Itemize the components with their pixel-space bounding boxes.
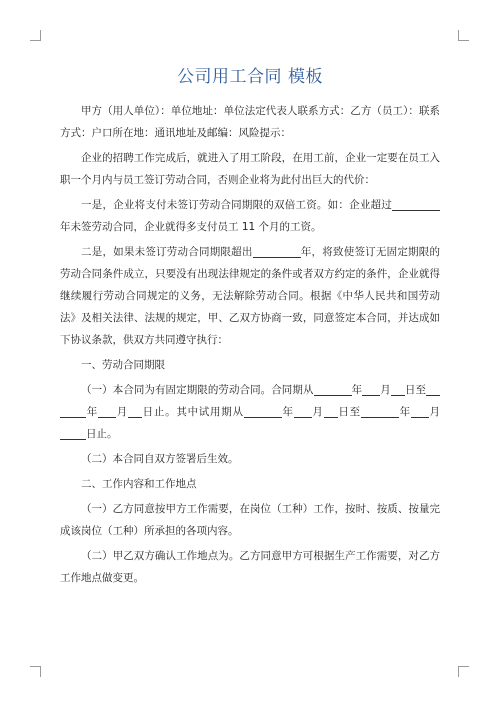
fill-blank[interactable] (411, 404, 429, 418)
fill-blank[interactable] (253, 244, 301, 258)
risk-point-one: 一是，企业将支付未签订劳动合同期限的双倍工资。如：企业超过年未签劳动合同，企业就得多支付员工 11 个月的工资。 (60, 194, 440, 238)
fill-blank[interactable] (60, 426, 86, 440)
crop-mark-bottom-left (30, 666, 41, 677)
section-heading-term: 一、劳动合同期限 (81, 359, 165, 371)
document-body (60, 100, 440, 589)
effective-clause: （二）本合同自双方签署后生效。 (81, 453, 239, 465)
fill-blank[interactable] (362, 382, 380, 396)
fill-blank[interactable] (98, 404, 116, 418)
fill-blank[interactable] (426, 382, 440, 396)
fill-blank[interactable] (324, 404, 338, 418)
fill-blank[interactable] (294, 404, 312, 418)
fill-blank[interactable] (128, 404, 142, 418)
crop-mark-bottom-right (458, 666, 469, 677)
contract-term-paragraph: （一）本合同为有固定期限的劳动合同。合同期从 年 月 日至年 月 日止。其中试用期从 年 月 日至 年 月日止。 (60, 379, 440, 445)
risk-point-two: 二是，如果未签订劳动合同期限超出 年，将致使签订无固定期限的劳动合同条件成立，只要没有出现法律规定的条件或者双方约定的条件，企业就得继续履行劳动合同规定的义务，无法解除劳动合同。根据《中华人民共和国劳动法》及相关法律、法规的规定，甲、乙双方协商一致，同意签定本合同，并达成如下协议条款，供双方共同遵守执行： (60, 246, 441, 346)
work-content-paragraph: （一）乙方同意按甲方工作需要，在岗位（工种）工作，按时、按质、按量完成该岗位（工种）所承担的各项内容。 (60, 503, 440, 537)
document-title: 公司用工合同 模板 (177, 67, 323, 87)
fill-blank[interactable] (244, 404, 282, 418)
crop-mark-top-right (458, 30, 469, 41)
fill-blank[interactable] (392, 197, 440, 211)
party-info-paragraph: 甲方（用人单位）：单位地址：单位法定代表人联系方式：乙方（员工）：联系方式：户口所在地：通讯地址及邮编：风险提示： (60, 105, 440, 139)
fill-blank[interactable] (60, 404, 86, 418)
work-location-paragraph: （二）甲乙双方确认工作地点为。乙方同意甲方可根据生产工作需要，对乙方工作地点做变更。 (60, 550, 440, 584)
crop-mark-top-left (30, 30, 41, 41)
fill-blank[interactable] (314, 382, 352, 396)
fill-blank[interactable] (391, 382, 405, 396)
section-heading-work: 二、工作内容和工作地点 (81, 478, 197, 490)
fill-blank[interactable] (361, 404, 399, 418)
risk-intro-paragraph: 企业的招聘工作完成后，就进入了用工阶段，在用工前，企业一定要在员工入职一个月内与员工签订劳动合同，否则企业将为此付出巨大的代价： (60, 152, 440, 186)
